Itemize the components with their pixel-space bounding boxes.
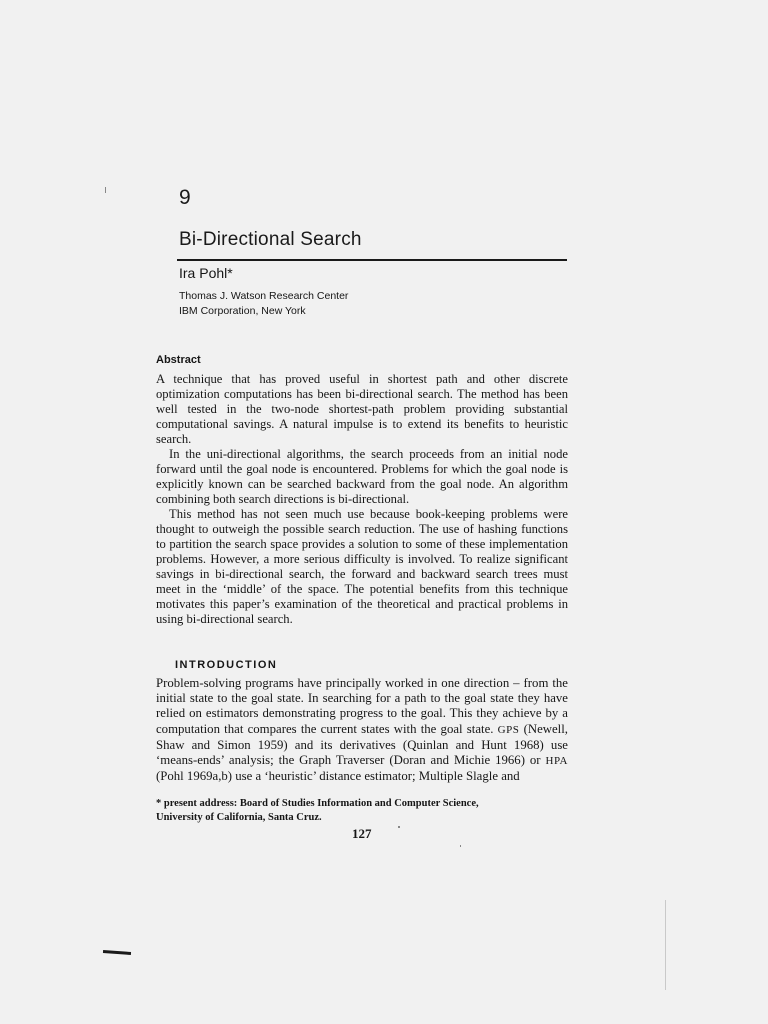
abstract-paragraph: This method has not seen much use because book-keeping problems were thought to outweigh the possible search reduction. The use of hashing functions to partition the search space provides a solution to some of these implementation problems. However, a more serious difficulty is involved. To realize significant savings in bi-directional search, the forward and backward search trees must meet in the ‘middle’ of the space. The potential benefits from this technique motivates this paper’s examination of the theoretical and practical problems in using bi-directional search. <box>156 507 568 626</box>
footnote-line-1: * present address: Board of Studies Information and Computer Science, <box>156 798 479 809</box>
page-number: 127 <box>352 826 372 841</box>
abstract-body <box>156 372 568 627</box>
introduction-text-3: (Pohl 1969a,b) use a ‘heuristic’ distance estimator; Multiple Slagle and <box>156 769 520 784</box>
introduction-text-1: Problem-solving programs have principally worked in one direction – from the initial state to the goal state. In searching for a path to the goal state they have relied on estimators demonstrating progress to the goal. This they achieve by a computation that compares the current states with the goal state. <box>156 676 568 736</box>
scan-speck <box>105 187 106 193</box>
chapter-title: Bi-Directional Search <box>179 229 362 250</box>
abstract-heading: Abstract <box>156 354 201 366</box>
page-edge-shadow <box>665 900 666 990</box>
title-rule <box>177 259 567 261</box>
chapter-number: 9 <box>179 186 191 209</box>
abstract-paragraph: A technique that has proved useful in shortest path and other discrete optimization computations has been bi-directional search. The method has been well tested in the two-node shortest-path problem providing substantial computational savings. A natural impulse is to extend its benefits to heuristic search. <box>156 372 568 446</box>
author-affiliation-line-2: IBM Corporation, New York <box>179 305 306 317</box>
footnote-line-2: University of California, Santa Cruz. <box>156 811 322 823</box>
footnote <box>156 797 576 824</box>
author-affiliation-line-1: Thomas J. Watson Research Center <box>179 290 349 302</box>
abstract-paragraph: In the uni-directional algorithms, the search proceeds from an initial node forward until the goal node is encountered. Problems for which the goal node is explicitly known can be searched backward from the goal node. An algorithm combining both search directions is bi-directional. <box>156 447 568 506</box>
introduction-text-2: (Newell, Shaw and Simon 1959) and its derivatives (Quinlan and Hunt 1968) use ‘means-ends’ analysis; the Graph Traverser (Doran and Michie 1966) or <box>156 721 568 768</box>
hpa-acronym: HPA <box>545 755 568 768</box>
introduction-paragraph <box>156 676 568 784</box>
introduction-heading: INTRODUCTION <box>175 659 278 671</box>
gps-acronym: GPS <box>497 723 520 736</box>
scan-speck <box>460 845 461 847</box>
scan-speck <box>398 826 400 828</box>
margin-mark <box>103 950 131 955</box>
introduction-body <box>156 676 568 784</box>
author-name: Ira Pohl* <box>179 265 233 281</box>
